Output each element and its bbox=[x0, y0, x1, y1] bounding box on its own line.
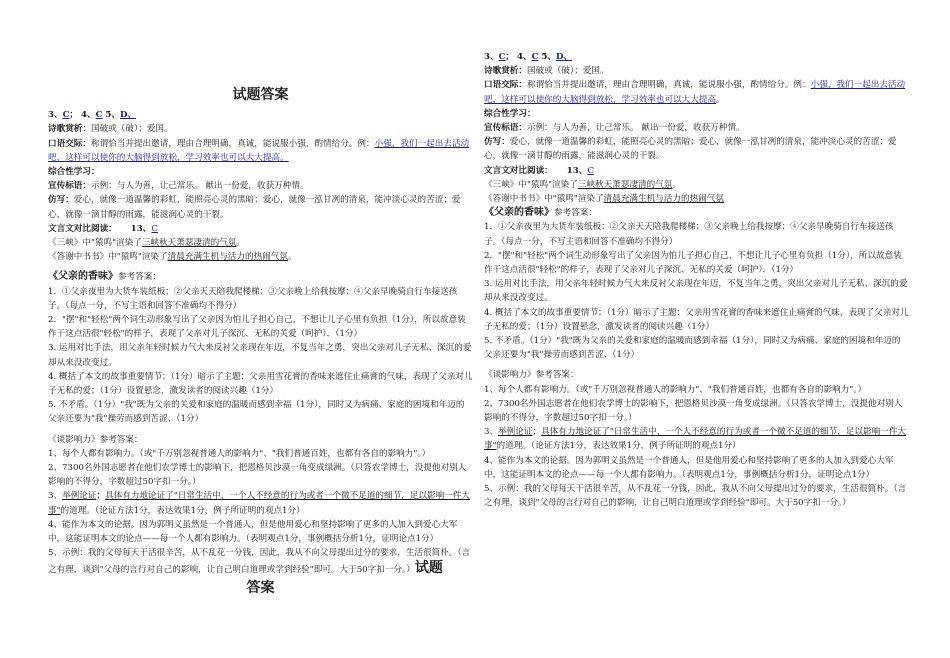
imitate-answer-right: 仿写：爱心，就像一道温馨的彩虹，能照亮心灵的黑暗；爱心，就像一泓甘冽的清泉，能冲淡心灵的苦涩；爱心，就像一滴甘醇的雨露，能滋润心灵的干裂。 bbox=[484, 137, 897, 162]
compare-answer-right: 文言文对比阅读： 13、C bbox=[484, 165, 594, 176]
fx-answer-1-right: 1．①父亲夜里为大货车装纸板；②父亲天天陪我爬楼梯；③父亲晚上给我按摩；④父亲早晚骑自行车接送孩子。（每点一分，不写主语和回答不准确均不得分） bbox=[484, 222, 894, 247]
yx-answer-2-right: 2、7300名外国志愿者在他们农学博士的影响下，把恩格贝沙漠一角变成绿洲。（只答农学博士，没提他对别人影响的不得分，字数超过50字扣一分。） bbox=[484, 398, 903, 424]
left-column bbox=[48, 88, 473, 595]
oral-answer-right: 口语交际：称谓恰当并提出邀请，理由合理明确，真诚，能说服小强，酌情给分。例：小强，我们一起出去活动吧，这样可以使你的大脑得到放松，学习效率也可以大大提高。 bbox=[484, 80, 906, 105]
page-title: 试题答案 bbox=[232, 87, 289, 103]
mc-answers: 3、C； 4、C 5、D、 bbox=[48, 110, 137, 121]
fx-answer-3-right: 3. 运用对比手法，用父亲年轻时候力气大来反衬父亲现在年迈，不复当年之勇，突出父亲对儿子无私、深沉的爱却从来没改变过。 bbox=[484, 279, 908, 304]
sanxia-line: 《三峡》中"猿鸣"渲染了三峡秋天萧瑟凄清的气氛。 bbox=[48, 238, 245, 249]
dashu-line: 《答谢中书书》中"猿鸣"渲染了清晨充满生机与活力的热闹气氛。 bbox=[48, 252, 297, 263]
yx-answer-2: 2、7300名外国志愿者在他们农学博士的影响下，把恩格贝沙漠一角变成绿洲。（只答农学博士，没提他对别人影响的不得分，字数超过50字扣一分。） bbox=[48, 463, 467, 488]
yx-answer-4-right: 4、能作为本文的论据。因为郭明义虽然是一个普通人，但是他用爱心和坚持影响了更多的人加入到爱心大军中，这能证明本文的论点——每一个人都有影响力。（表明观点1分，事例概括分析1分，证明论点1分） bbox=[484, 455, 894, 480]
slogan-answer: 宣传标语：示例：与人为善，让己常乐。 献出一份爱，收获万种情。 bbox=[48, 181, 309, 192]
poem-answer: 诗歌赏析：国破或（破）；爱国。 bbox=[48, 124, 173, 135]
yx-answer-3: 3、举例论证；具体有力地论证了"日常生活中，一个人不经意的行为或者一个微不足道的细节，足以影响一件大事"的道理。（论证方法1分，表达效果1分，例子所证明的观点1分） bbox=[48, 491, 470, 516]
yx-heading-right: 《谈影响力》参考答案： bbox=[484, 370, 579, 381]
fx-heading: 《父亲的香味》参考答案： bbox=[48, 271, 161, 283]
yx-answer-3-right: 3、举例论证；具体有力地论证了"日常生活中，一个人不经意的行为或者一个微不足道的细节，足以影响一件大事"的道理。（论证方法1分，表达效果1分，例子所证明的观点1分） bbox=[484, 427, 906, 452]
right-column bbox=[484, 50, 909, 511]
fx-answer-2: 2．"摆"和"轻松"两个词生动形象写出了父亲因为怕儿子担心自己，不想让儿子心里有负担（1分），所以故意装作干这点活很"轻松"的样子，表现了父亲对儿子深沉、无私的关爱（呵护）．（1分） bbox=[48, 315, 466, 340]
fx-answer-4-right: 4. 概括了本文的故事重要情节；（1分）暗示了主题：父亲用雪花膏的香味来遮住止痛膏的气味，表现了父亲对儿子无私的爱；（1分）设置悬念，激发读者的阅读兴趣（1分） bbox=[484, 307, 909, 332]
poem-answer-right: 诗歌赏析：国破或（破）；爱国。 bbox=[484, 66, 609, 77]
yx-heading: 《谈影响力》参考答案： bbox=[48, 434, 143, 445]
fx-answer-5: 5. 不矛盾。（1分）"我"既为父亲的关爱和家庭的温暖而感到幸福（1分），同时又为病痛、家庭的困境和年迈的父亲还要为"我"操劳而感到苦涩、（1分） bbox=[48, 400, 465, 425]
mc-answers-right: 3、C； 4、C 5、D、 bbox=[484, 52, 573, 62]
fx-heading-right: 《父亲的香味》参考答案： bbox=[484, 207, 597, 219]
fx-answer-5-right: 5. 不矛盾。（1分）"我"既为父亲的关爱和家庭的温暖而感到幸福（1分），同时又为病痛、家庭的困境和年迈的父亲还要为"我"操劳而感到苦涩、（1分） bbox=[484, 336, 901, 361]
yx-answer-1: 1、每个人都有影响力。（或"千万别忽视普通人的影响力"、"我们普通百姓，也都有各自的影响力"。） bbox=[48, 448, 431, 459]
fx-answer-4: 4. 概括了本文的故事重要情节；（1分）暗示了主题：父亲用雪花膏的香味来遮住止痛膏的气味，表现了父亲对儿子无私的爱；（1分）设置悬念，激发读者的阅读兴趣（1分） bbox=[48, 371, 473, 397]
fx-answer-1: 1．①父亲夜里为大货车装纸板；②父亲天天陪我爬楼梯；③父亲晚上给我按摩；④父亲早晚骑自行车接送孩子。（每点一分，不写主语和回答不准确均不得分） bbox=[48, 286, 458, 311]
oral-answer: 口语交际：称谓恰当并提出邀请，理由合理明确，真诚，能说服小强，酌情给分。例：小强，我们一起出去活动吧，这样可以使你的大脑得到放松，学习效率也可以大大提高。 bbox=[48, 138, 470, 163]
compare-answer: 文言文对比阅读： 13、C bbox=[48, 223, 158, 234]
imitate-answer: 仿写：爱心，就像一道温馨的彩虹，能照亮心灵的黑暗；爱心，就像一泓甘冽的清泉，能冲淡心灵的苦涩；爱心，就像一滴甘醇的雨露，能滋润心灵的干裂。 bbox=[48, 195, 461, 220]
sanxia-line-right: 《三峡》中"猿鸣"渲染了三峡秋天萧瑟凄清的气氛。 bbox=[484, 179, 681, 190]
fx-answer-3: 3. 运用对比手法，用父亲年轻时候力气大来反衬父亲现在年迈，不复当年之勇，突出父亲对儿子无私、深沉的爱却从来没改变过。 bbox=[48, 343, 472, 368]
dashu-line-right: 《答谢中书书》中"猿鸣"渲染了清晨充满生机与活力的热闹气氛 bbox=[484, 194, 724, 205]
yx-answer-1-right: 1、每个人都有影响力。（或"千万别忽视普通人的影响力"、"我们普通百姓，也都有各自的影响力"。） bbox=[484, 384, 867, 395]
study-heading: 综合性学习： bbox=[48, 167, 100, 178]
tail-title: 答案 bbox=[246, 579, 275, 596]
slogan-answer-right: 宣传标语：示例：与人为善，让己常乐。 献出一份爱，收获万种情。 bbox=[484, 123, 745, 134]
study-heading-right: 综合性学习： bbox=[484, 108, 536, 119]
fx-answer-2-right: 2．"摆"和"轻松"两个词生动形象写出了父亲因为怕儿子担心自己，不想让儿子心里有负担（1分），所以故意装作干这点活很"轻松"的样子，表现了父亲对儿子深沉、无私的关爱（呵护）．（1分） bbox=[484, 250, 902, 276]
yx-answer-5-right: 5、示例：我的父母每天干活很辛苦，从不乱花一分钱，因此，我从不向父母提出过分的要求，生活很简朴。（言之有理，谈到"父母的言行对自己的影响，让自己明白道理或学到经验"即可。大于50字扣一分。） bbox=[484, 484, 907, 509]
yx-answer-5: 5、示例：我的父母每天干活很辛苦，从不乱花一分钱，因此，我从不向父母提出过分的要求，生活很简朴。（言之有理，谈到"父母的言行对自己的影响，让自己明白道理或学到经验"即可。大于50字扣一分。）试题 bbox=[48, 548, 471, 576]
yx-answer-4: 4、能作为本文的论据。因为郭明义虽然是一个普通人，但是他用爱心和坚持影响了更多的人加入到爱心大军中，这能证明本文的论点——每一个人都有影响力。（表明观点1分，事例概括分析1分，证明论点1分） bbox=[48, 519, 458, 545]
